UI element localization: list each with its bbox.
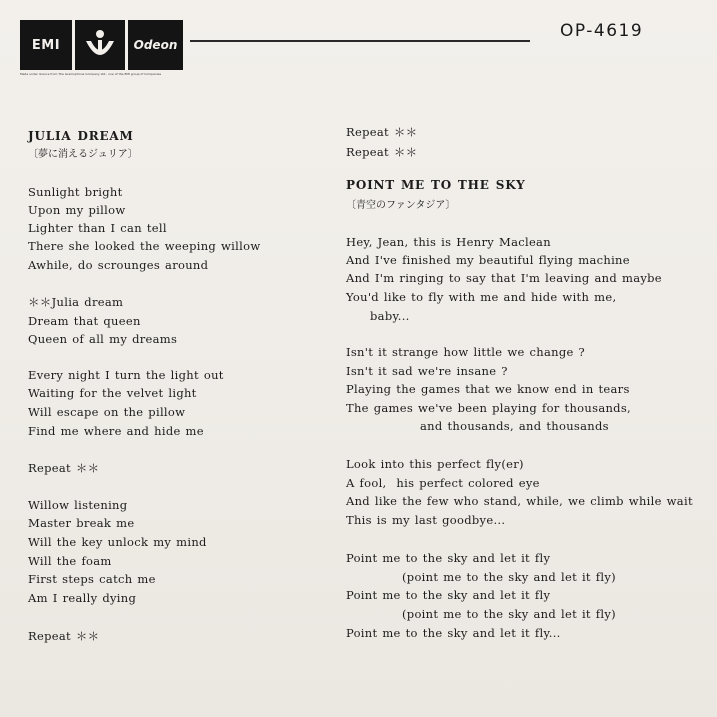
odeon-logo bbox=[128, 20, 183, 70]
lyric-line: Every night I turn the light out bbox=[28, 368, 224, 382]
lyric-line: Find me where and hide me bbox=[28, 424, 204, 438]
lyric-line: First steps catch me bbox=[28, 572, 156, 586]
lyric-line: Isn't it strange how little we change ? bbox=[346, 345, 586, 359]
lyric-line: Waiting for the velvet light bbox=[28, 386, 197, 400]
repeat-marker: Repeat ＊＊ bbox=[28, 461, 100, 475]
odeon-logo-text: Odeon bbox=[133, 38, 178, 52]
lyric-line: (point me to the sky and let it fly) bbox=[402, 607, 616, 621]
lyric-line: (point me to the sky and let it fly) bbox=[402, 570, 616, 584]
repeat-marker: Repeat ＊＊ bbox=[346, 145, 418, 159]
lyric-line: Point me to the sky and let it fly... bbox=[346, 626, 561, 640]
catalog-number: OP-4619 bbox=[560, 21, 644, 41]
lyric-line: Queen of all my dreams bbox=[28, 332, 178, 346]
lyric-line: Am I really dying bbox=[28, 591, 137, 605]
license-text: Made under licence from The Gramophone Company Ltd., one of the EMI group of Companies bbox=[20, 72, 162, 76]
lyric-line: baby... bbox=[370, 309, 410, 323]
lyric-line: Awhile, do scrounges around bbox=[28, 258, 209, 272]
lyric-line: Master break me bbox=[28, 516, 135, 530]
lyric-line: Isn't it sad we're insane ? bbox=[346, 364, 508, 378]
lyric-line: Point me to the sky and let it fly bbox=[346, 588, 551, 602]
lyric-line: Upon my pillow bbox=[28, 203, 126, 217]
repeat-marker: Repeat ＊＊ bbox=[28, 629, 100, 643]
lyric-line: Lighter than I can tell bbox=[28, 221, 167, 235]
lyric-line: And I'm ringing to say that I'm leaving and maybe bbox=[346, 271, 662, 285]
lyric-line: Playing the games that we know end in tears bbox=[346, 382, 630, 396]
lyric-line: Sunlight bright bbox=[28, 185, 123, 199]
lyric-line: Will escape on the pillow bbox=[28, 405, 186, 419]
lyric-line: A fool, his perfect colored eye bbox=[346, 476, 540, 490]
lyric-line: Will the foam bbox=[28, 554, 112, 568]
repeat-marker: Repeat ＊＊ bbox=[346, 125, 418, 139]
lyric-line: and thousands, and thousands bbox=[420, 419, 609, 433]
lyric-line: And I've finished my beautiful flying machine bbox=[346, 253, 630, 267]
lyric-line: Point me to the sky and let it fly bbox=[346, 551, 551, 565]
lyric-line: The games we've been playing for thousands, bbox=[346, 401, 631, 415]
song-title-point-me-to-the-sky: POINT ME TO THE SKY bbox=[346, 178, 526, 192]
lyric-line: There she looked the weeping willow bbox=[28, 239, 261, 253]
lyric-line: Dream that queen bbox=[28, 314, 141, 328]
lyric-line: And like the few who stand, while, we climb while wait bbox=[346, 494, 693, 508]
lyric-line: This is my last goodbye... bbox=[346, 513, 506, 527]
song-title-jp: 〔青空のファンタジア〕 bbox=[346, 200, 456, 211]
lyric-line: Will the key unlock my mind bbox=[28, 535, 207, 549]
emi-logo bbox=[20, 20, 72, 70]
lyric-line: Hey, Jean, this is Henry Maclean bbox=[346, 235, 551, 249]
emi-logo-text: EMI bbox=[31, 37, 61, 53]
song-title-jp: 〔夢に消えるジュリア〕 bbox=[28, 149, 138, 160]
lyric-line: Willow listening bbox=[28, 498, 128, 512]
lyric-line: ＊＊Julia dream bbox=[28, 295, 124, 309]
gramophone-emblem-icon bbox=[75, 20, 125, 70]
lyric-line: You'd like to fly with me and hide with me, bbox=[346, 290, 617, 304]
lyric-line: Look into this perfect fly(er) bbox=[346, 457, 524, 471]
label-logos bbox=[20, 20, 183, 70]
header-divider bbox=[190, 40, 530, 42]
song-title-julia-dream: JULIA DREAM bbox=[28, 129, 134, 143]
